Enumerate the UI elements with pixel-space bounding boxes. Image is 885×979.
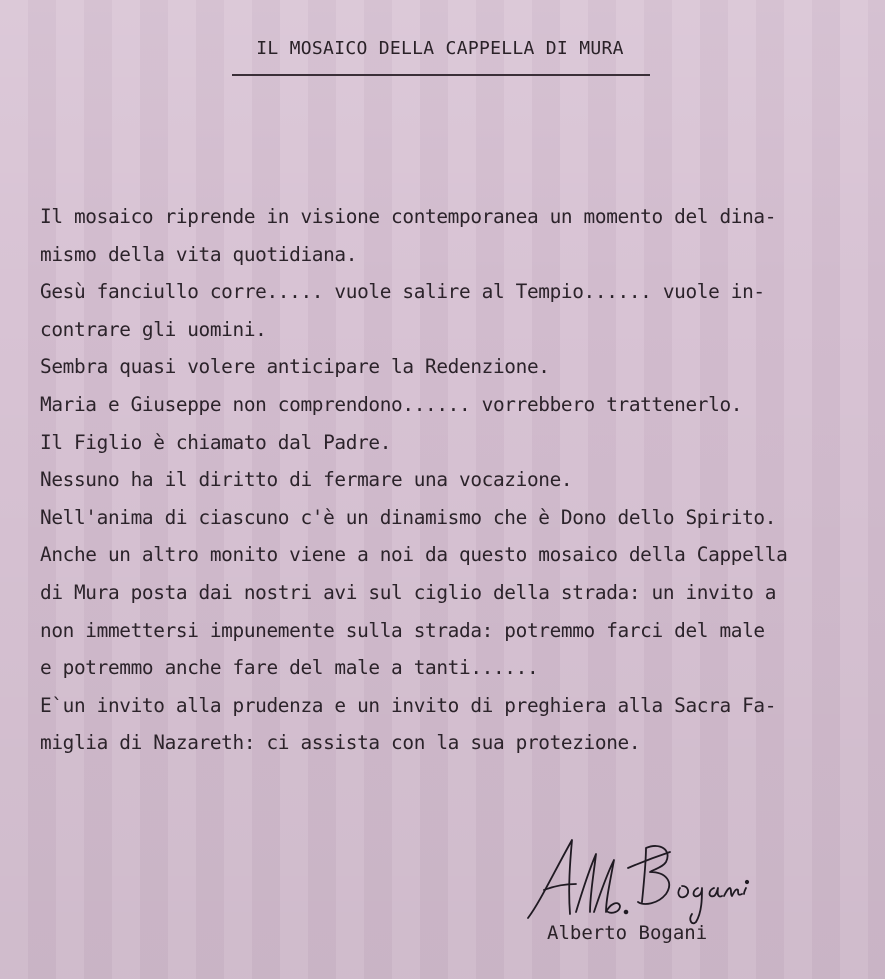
document-body <box>40 198 870 762</box>
body-line: Il mosaico riprende in visione contemporanea un momento del dina- <box>40 205 777 228</box>
document-title: IL MOSAICO DELLA CAPPELLA DI MURA <box>256 38 624 59</box>
handwritten-signature <box>520 832 750 932</box>
body-line: Nell'anima di ciascuno c'è un dinamismo che è Dono dello Spirito. <box>40 505 777 529</box>
body-line: non immettersi impunemente sulla strada: potremmo farci del male <box>40 618 765 642</box>
body-line: Sembra quasi volere anticipare la Redenzione. <box>40 355 550 379</box>
body-line: Maria e Giuseppe non comprendono...... vorrebbero trattenerlo. <box>40 392 743 416</box>
title-underline <box>232 74 650 76</box>
body-line: e potremmo anche fare del male a tanti...... <box>40 656 539 680</box>
signer-name: Alberto Bogani <box>547 922 708 944</box>
body-line: mismo della vita quotidiana. <box>40 242 358 266</box>
body-line: Nessuno ha il diritto di fermare una vocazione. <box>40 468 573 492</box>
body-line: miglia di Nazareth: ci assista con la sua protezione. <box>40 731 641 755</box>
body-line: Anche un altro monito viene a noi da questo mosaico della Cappella <box>40 543 788 567</box>
body-line: di Mura posta dai nostri avi sul ciglio della strada: un invito a <box>40 580 777 604</box>
body-line: contrare gli uomini. <box>40 317 267 341</box>
body-line: Gesù fanciullo corre..... vuole salire al Tempio...... vuole in- <box>40 280 765 304</box>
body-line: Il Figlio è chiamato dal Padre. <box>40 430 392 454</box>
body-line: E`un invito alla prudenza e un invito di preghiera alla Sacra Fa- <box>40 693 777 717</box>
